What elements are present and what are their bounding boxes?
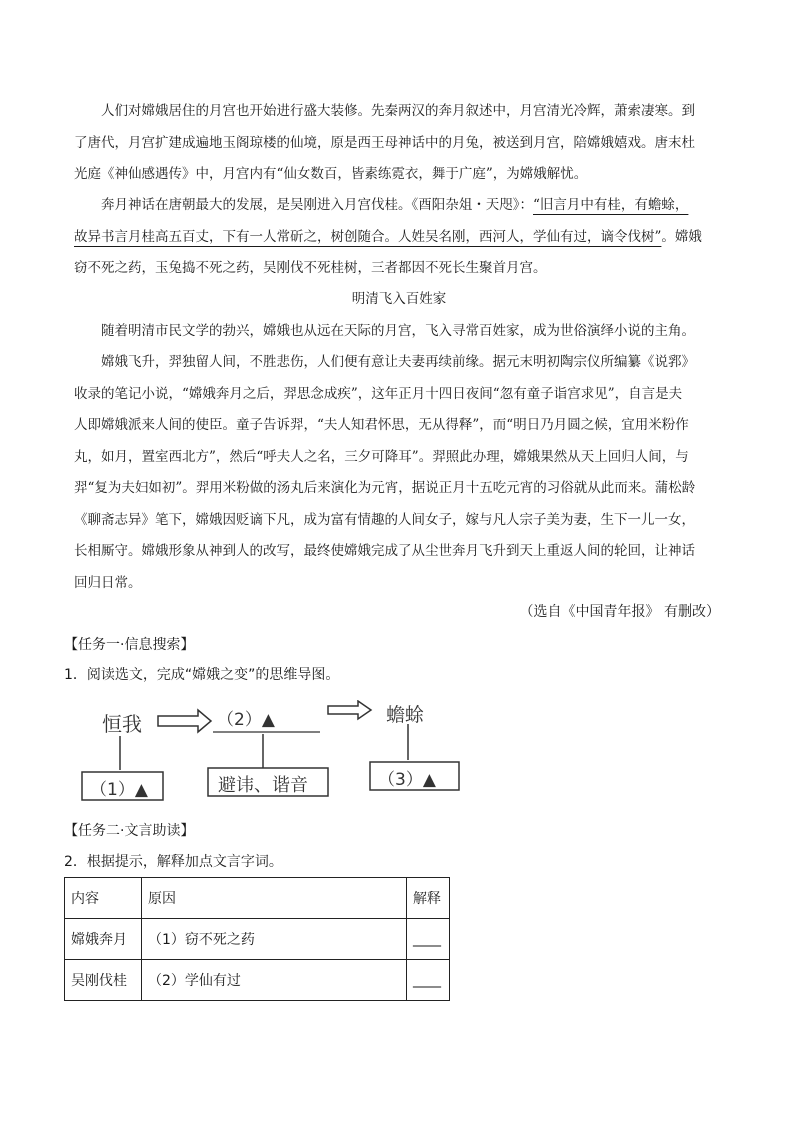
answer-blank[interactable]: ____ [407, 919, 450, 960]
map-node-hengwo: 恒我 [102, 712, 142, 736]
table-header-cell: 原因 [142, 878, 407, 919]
table-header-row [65, 878, 450, 919]
table-header-cell: 内容 [65, 878, 142, 919]
text-line: 《聊斋志异》笔下，嫦娥因贬谪下凡，成为富有情趣的人间女子，嫁与凡人宗子美为妻，生下一儿一女， [74, 511, 695, 528]
map-node-2: （2）▲ [217, 710, 275, 730]
map-box-1: （1）▲ [90, 780, 148, 800]
text-line [74, 190, 724, 222]
task2-heading: 【任务二·文言助读】 [64, 823, 195, 839]
paragraph-4 [74, 347, 724, 599]
text-line: 窃不死之药，玉兔捣不死之药，吴刚伐不死桂树，三者都因不死长生聚首月宫。 [74, 260, 547, 276]
mind-map [80, 700, 480, 810]
map-node-chanchu: 蟾蜍 [386, 704, 425, 726]
table-row [65, 919, 450, 960]
table-cell: 嫦娥奔月 [65, 919, 142, 960]
text-line: 长相厮守。嫦娥形象从神到人的改写，最终使嫦娥完成了从尘世奔月飞升到天上重返人间的轮回，让神话 [74, 543, 695, 559]
table-row [65, 960, 450, 1001]
text-line: 了唐代，月宫扩建成遍地玉阁琼楼的仙境，原是西王母神话中的月兔，被送到月宫，陪嫦娥嬉戏。唐末杜 [74, 134, 695, 151]
text-line: 收录的笔记小说，“嫦娥奔月之后，羿思念成疾”，这年正月十四日夜间“忽有童子诣宫求见”，自言是夫 [74, 385, 683, 402]
map-box-3: （3）▲ [378, 770, 436, 790]
text-line: 人即嫦娥派来人间的使臣。童子告诉羿，“夫人知君怀思，无从得释”，而“明日乃月圆之候，宜用米粉作 [74, 417, 689, 433]
paragraph-1 [74, 96, 724, 191]
table-cell: 吴刚伐桂 [65, 960, 142, 1001]
text-line: 人们对嫦娥居住的月宫也开始进行盛大装修。先秦两汉的奔月叙述中，月宫清光冷辉，萧索凄寒。到 [101, 103, 695, 119]
arrow-right-icon [328, 701, 371, 719]
text-line [74, 222, 724, 254]
source-citation: （选自《中国青年报》 有删改） [519, 604, 720, 620]
text-line: 光庭《神仙感遇传》中，月宫内有“仙女数百，皆素练霓衣，舞于广庭”，为嫦娥解忧。 [74, 166, 588, 182]
text-segment: 。嫦娥 [661, 228, 702, 245]
map-box-2: 避讳、谐音 [218, 775, 308, 796]
table-cell: （2）学仙有过 [142, 960, 407, 1001]
answer-table [64, 877, 450, 1001]
text-line: 嫦娥飞升，羿独留人间，不胜悲伤，人们便有意让夫妻再续前缘。据元末明初陶宗仪所编纂《说郛》 [101, 354, 695, 370]
task2-question: 2．根据提示，解释加点文言字词。 [64, 854, 283, 870]
paragraph-2 [74, 190, 724, 285]
underlined-quote: “旧言月中有桂，有蟾蜍， [533, 197, 689, 213]
underlined-quote: 故异书言月桂高五百丈，下有一人常斫之，树创随合。人姓吴名刚，西河人，学仙有过，谪令伐树” [74, 228, 662, 245]
text-line: 丸，如月，置室西北方”，然后“呼夫人之名，三夕可降耳”。羿照此办理，嫦娥果然从天上回归人间，与 [74, 448, 689, 465]
text-line: 随着明清市民文学的勃兴，嫦娥也从远在天际的月宫，飞入寻常百姓家，成为世俗演绎小说的主角。 [101, 323, 695, 339]
text-line: 羿“复为夫妇如初”。羿用米粉做的汤丸后来演化为元宵，据说正月十五吃元宵的习俗就从此而来。蒲松龄 [74, 480, 696, 496]
answer-blank[interactable]: ____ [407, 960, 450, 1001]
task1-heading: 【任务一·信息搜索】 [64, 637, 195, 653]
table-cell: （1）窃不死之药 [142, 919, 407, 960]
task1-question: 1．阅读选文，完成“嫦娥之变”的思维导图。 [64, 667, 340, 683]
paragraph-3 [74, 316, 724, 348]
arrow-right-icon [158, 710, 211, 732]
section-subtitle: 明清飞入百姓家 [351, 291, 447, 307]
text-segment: 奔月神话在唐朝最大的发展，是吴刚进入月宫伐桂。《酉阳杂俎・天咫》： [101, 197, 533, 213]
text-line: 回归日常。 [74, 574, 142, 591]
table-header-cell: 解释 [407, 878, 450, 919]
